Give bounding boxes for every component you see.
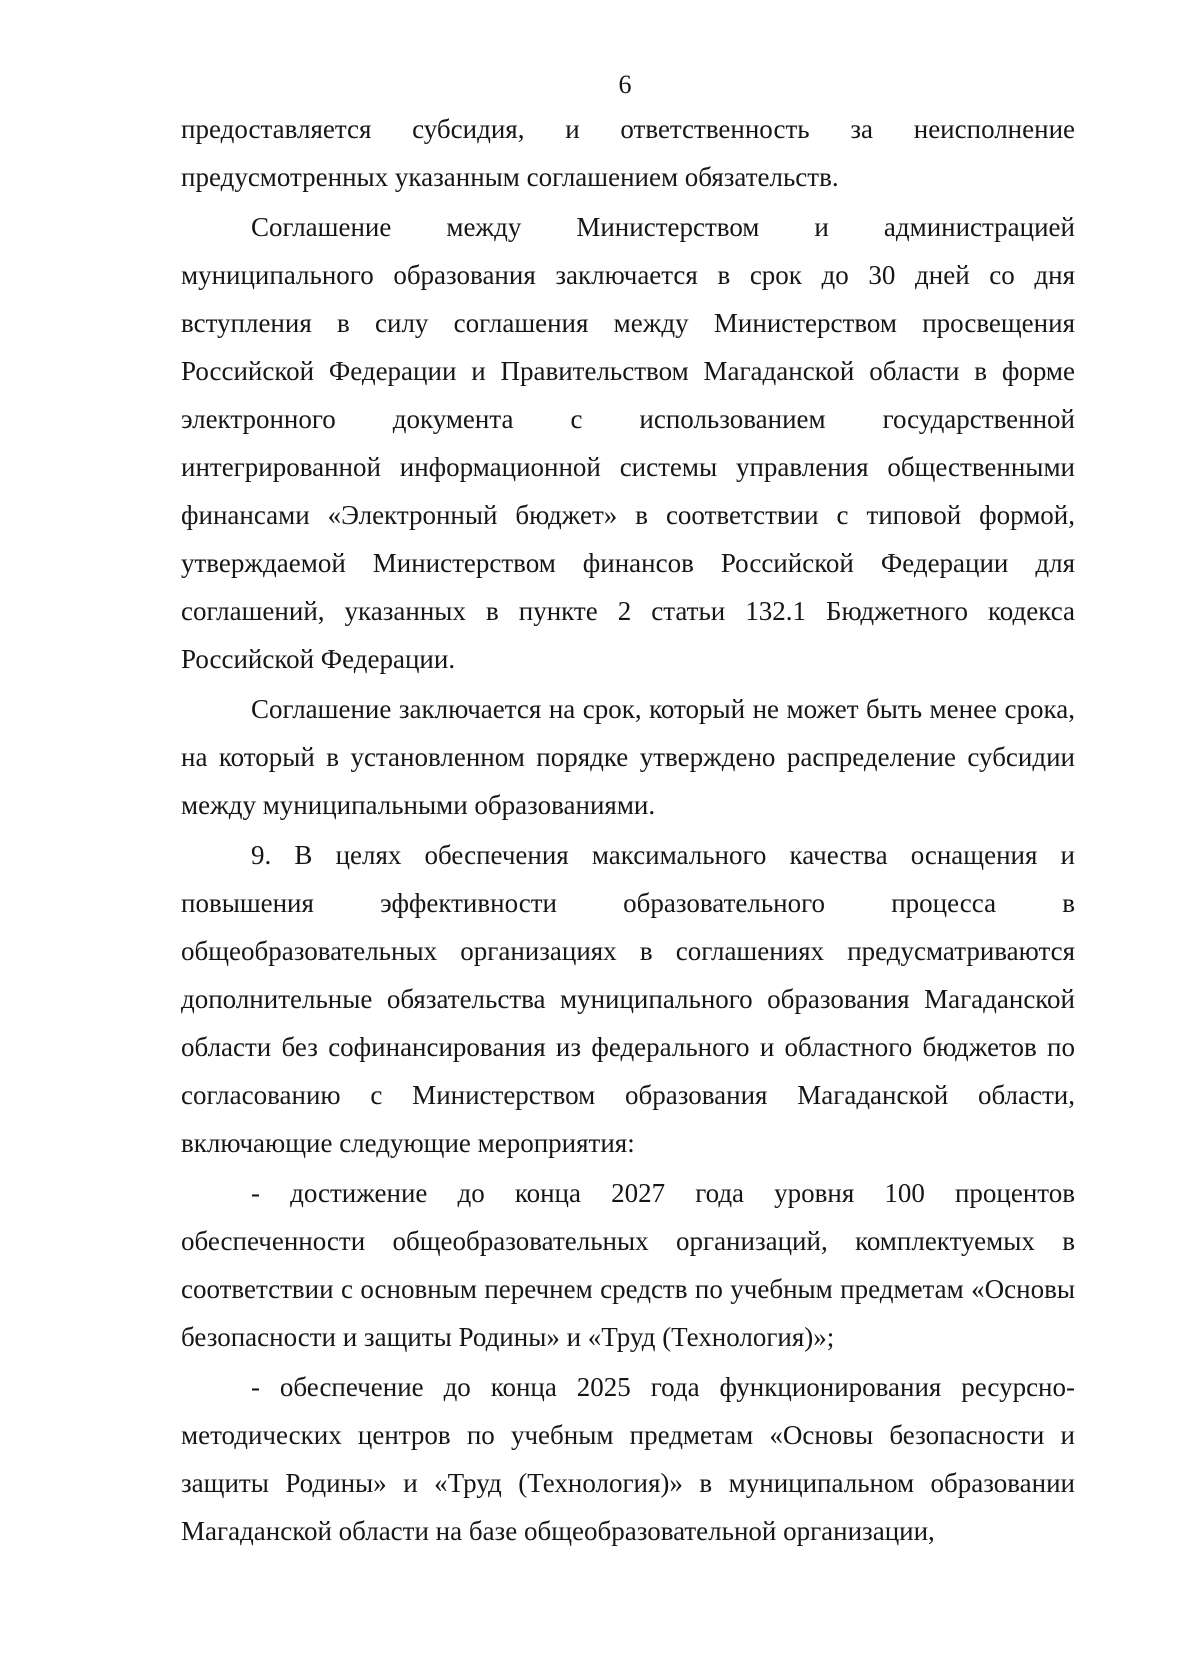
paragraph-6: - обеспечение до конца 2025 года функционирования ресурсно-методических центров по учебным предметам «Основы безопасности и защиты Родины» и «Труд (Технология)» в муниципальном образовании Магаданской области на базе общеобразовательной организации, bbox=[181, 1372, 1075, 1546]
paragraph-5: - достижение до конца 2027 года уровня 100 процентов обеспеченности общеобразовательных организаций, комплектуемых в соответствии с основным перечнем средств по учебным предметам «Основы безопасности и защиты Родины» и «Труд (Технология)»; bbox=[181, 1178, 1075, 1352]
paragraph-1: предоставляется субсидия, и ответственность за неисполнение предусмотренных указанным соглашением обязательств. bbox=[181, 114, 1075, 192]
paragraph-2: Соглашение между Министерством и администрацией муниципального образования заключается в срок до 30 дней со дня вступления в силу соглашения между Министерством просвещения Российской Федерации и Правительством Магаданской области в форме электронного документа с использованием государственной интегрированной информационной системы управления общественными финансами «Электронный бюджет» в соответствии с типовой формой, утверждаемой Министерством финансов Российской Федерации для соглашений, указанных в пункте 2 статьи 132.1 Бюджетного кодекса Российской Федерации. bbox=[181, 212, 1075, 674]
document-body bbox=[181, 105, 1075, 1557]
paragraph-4: 9. В целях обеспечения максимального качества оснащения и повышения эффективности образовательного процесса в общеобразовательных организациях в соглашениях предусматриваются дополнительные обязательства муниципального образования Магаданской области без софинансирования из федерального и областного бюджетов по согласованию с Министерством образования Магаданской области, включающие следующие мероприятия: bbox=[181, 840, 1075, 1158]
paragraph-3: Соглашение заключается на срок, который не может быть менее срока, на который в установленном порядке утверждено распределение субсидии между муниципальными образованиями. bbox=[181, 694, 1075, 820]
page-number: 6 bbox=[618, 70, 632, 99]
